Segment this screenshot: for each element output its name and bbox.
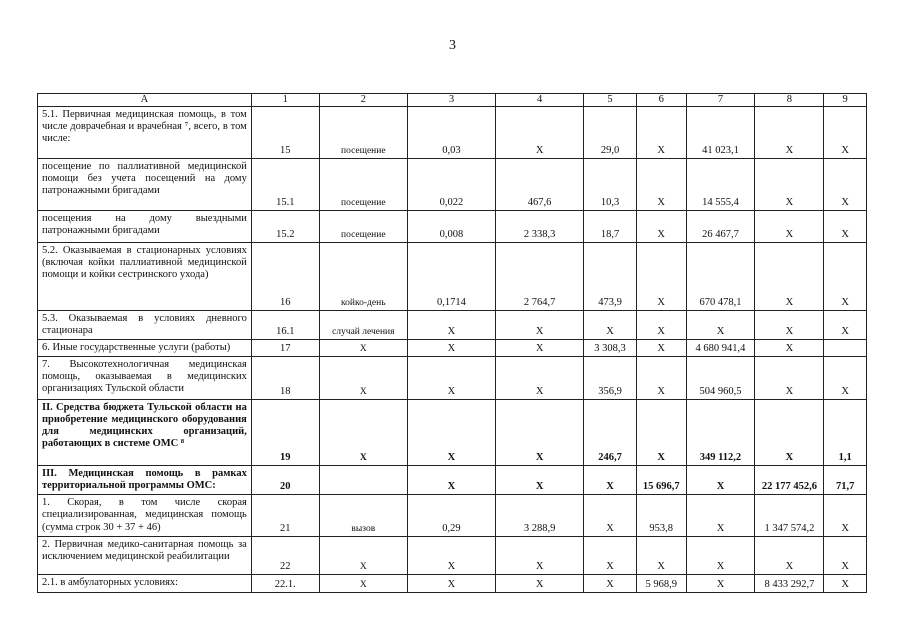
table-cell: Х xyxy=(824,357,867,400)
table-cell: 356,9 xyxy=(584,357,637,400)
table-cell: Х xyxy=(824,159,867,211)
table-row xyxy=(38,357,867,400)
row-description: 1. Скорая, в том числе скорая специализированная, медицинская помощь (сумма строк 30 + 37 + 46) xyxy=(38,495,252,536)
table-cell: Х xyxy=(496,466,584,495)
table-row xyxy=(38,495,867,536)
table-cell: Х xyxy=(686,574,755,592)
table-cell: Х xyxy=(755,243,824,311)
row-description: 7. Высокотехнологичная медицинская помощь, оказываемая в медицинских организациях Тульской области xyxy=(38,357,252,400)
row-description: 5.3. Оказываемая в условиях дневного стационара xyxy=(38,311,252,340)
table-cell: Х xyxy=(496,536,584,574)
table-cell: 19 xyxy=(251,400,319,466)
header-cell: 6 xyxy=(636,94,686,107)
row-description: 5.2. Оказываемая в стационарных условиях (включая койки паллиативной медицинской помощи и койки сестринского ухода) xyxy=(38,243,252,311)
table-cell: Х xyxy=(496,107,584,159)
table-cell: Х xyxy=(686,466,755,495)
table-cell: Х xyxy=(407,340,495,357)
table-cell: 0,1714 xyxy=(407,243,495,311)
table-cell: Х xyxy=(496,311,584,340)
table-cell: случай лечения xyxy=(319,311,407,340)
table-cell: 14 555,4 xyxy=(686,159,755,211)
table-cell: Х xyxy=(686,495,755,536)
table-cell: Х xyxy=(824,311,867,340)
table-cell: 4 680 941,4 xyxy=(686,340,755,357)
table-row xyxy=(38,466,867,495)
table-cell: 0,008 xyxy=(407,211,495,243)
table-cell: 16 xyxy=(251,243,319,311)
table-cell: Х xyxy=(824,536,867,574)
table-cell: Х xyxy=(584,495,637,536)
table-cell: Х xyxy=(496,574,584,592)
table-cell: посещение xyxy=(319,159,407,211)
table-cell: 3 308,3 xyxy=(584,340,637,357)
table-cell: Х xyxy=(755,107,824,159)
table-cell: 41 023,1 xyxy=(686,107,755,159)
table-cell: 16.1 xyxy=(251,311,319,340)
table-cell: Х xyxy=(824,243,867,311)
table-cell: Х xyxy=(636,357,686,400)
row-description: 2.1. в амбулаторных условиях: xyxy=(38,574,252,592)
table-cell: Х xyxy=(686,536,755,574)
table-row xyxy=(38,574,867,592)
header-cell: 7 xyxy=(686,94,755,107)
table-cell: 71,7 xyxy=(824,466,867,495)
header-cell: 1 xyxy=(251,94,319,107)
table-cell: 22.1. xyxy=(251,574,319,592)
header-cell: 9 xyxy=(824,94,867,107)
table-cell: 349 112,2 xyxy=(686,400,755,466)
table-cell: койко-день xyxy=(319,243,407,311)
row-description: 2. Первичная медико-санитарная помощь за исключением медицинской реабилитации xyxy=(38,536,252,574)
row-description: III. Медицинская помощь в рамках территориальной программы ОМС: xyxy=(38,466,252,495)
table-cell: 0,022 xyxy=(407,159,495,211)
table-cell: 22 xyxy=(251,536,319,574)
row-description: 6. Иные государственные услуги (работы) xyxy=(38,340,252,357)
table-cell xyxy=(319,466,407,495)
table-cell xyxy=(824,340,867,357)
table-cell: 0,29 xyxy=(407,495,495,536)
table-cell: Х xyxy=(755,340,824,357)
table-cell: Х xyxy=(686,311,755,340)
table-cell: Х xyxy=(407,574,495,592)
table-row xyxy=(38,159,867,211)
table-cell: Х xyxy=(755,159,824,211)
table-row xyxy=(38,211,867,243)
table-cell: Х xyxy=(755,211,824,243)
table-cell: Х xyxy=(824,574,867,592)
table-cell: Х xyxy=(407,536,495,574)
table-cell: Х xyxy=(319,574,407,592)
table-cell: посещение xyxy=(319,211,407,243)
table-cell: вызов xyxy=(319,495,407,536)
table-cell: Х xyxy=(319,536,407,574)
table-cell: Х xyxy=(407,311,495,340)
budget-table xyxy=(37,93,867,593)
table-cell: 246,7 xyxy=(584,400,637,466)
table-cell: Х xyxy=(824,211,867,243)
table-cell: посещение xyxy=(319,107,407,159)
table-cell: Х xyxy=(636,159,686,211)
table-cell: Х xyxy=(755,311,824,340)
header-cell: А xyxy=(38,94,252,107)
table-cell: 1 347 574,2 xyxy=(755,495,824,536)
table-cell: 17 xyxy=(251,340,319,357)
header-cell: 4 xyxy=(496,94,584,107)
row-description: посещения на дому выездными патронажными бригадами xyxy=(38,211,252,243)
table-cell: Х xyxy=(584,574,637,592)
table-cell: Х xyxy=(496,400,584,466)
page-number: 3 xyxy=(449,38,456,53)
table-cell: Х xyxy=(407,357,495,400)
table-cell: 953,8 xyxy=(636,495,686,536)
table-cell: Х xyxy=(584,311,637,340)
table-row xyxy=(38,311,867,340)
table-row xyxy=(38,536,867,574)
table-cell: 467,6 xyxy=(496,159,584,211)
table-cell: Х xyxy=(636,400,686,466)
table-cell: Х xyxy=(496,357,584,400)
table-cell: 504 960,5 xyxy=(686,357,755,400)
table-cell: Х xyxy=(824,107,867,159)
table-cell: Х xyxy=(636,211,686,243)
table-cell: Х xyxy=(407,466,495,495)
table-cell: 21 xyxy=(251,495,319,536)
table-cell: 20 xyxy=(251,466,319,495)
table-cell: Х xyxy=(824,495,867,536)
table-cell: Х xyxy=(584,466,637,495)
table-cell: Х xyxy=(636,243,686,311)
table-cell: Х xyxy=(755,357,824,400)
row-description: посещение по паллиативной медицинской помощи без учета посещений на дому патронажными бригадами xyxy=(38,159,252,211)
table-cell: Х xyxy=(755,536,824,574)
table-cell: 0,03 xyxy=(407,107,495,159)
table-cell: 22 177 452,6 xyxy=(755,466,824,495)
table-cell: 15.1 xyxy=(251,159,319,211)
table-cell: Х xyxy=(319,357,407,400)
header-cell: 5 xyxy=(584,94,637,107)
table-cell: 29,0 xyxy=(584,107,637,159)
table-cell: 15.2 xyxy=(251,211,319,243)
table-cell: 26 467,7 xyxy=(686,211,755,243)
table-header-row xyxy=(38,94,867,107)
row-description: 5.1. Первичная медицинская помощь, в том числе доврачебная и врачебная ⁷, всего, в том числе: xyxy=(38,107,252,159)
table-row xyxy=(38,400,867,466)
table-cell: 18,7 xyxy=(584,211,637,243)
table-cell: 670 478,1 xyxy=(686,243,755,311)
table-cell: Х xyxy=(584,536,637,574)
table-cell: Х xyxy=(319,340,407,357)
table-cell: 5 968,9 xyxy=(636,574,686,592)
table-cell: 2 338,3 xyxy=(496,211,584,243)
table-row xyxy=(38,107,867,159)
table-cell: 8 433 292,7 xyxy=(755,574,824,592)
table-cell: Х xyxy=(636,536,686,574)
table-cell: 1,1 xyxy=(824,400,867,466)
table-body xyxy=(38,94,867,593)
table-cell: Х xyxy=(636,340,686,357)
table-cell: Х xyxy=(407,400,495,466)
header-cell: 8 xyxy=(755,94,824,107)
table-row xyxy=(38,243,867,311)
table-cell: Х xyxy=(636,311,686,340)
table-cell: Х xyxy=(319,400,407,466)
table-cell: 18 xyxy=(251,357,319,400)
table-cell: 10,3 xyxy=(584,159,637,211)
table-cell: Х xyxy=(755,400,824,466)
header-cell: 3 xyxy=(407,94,495,107)
table-cell: 15 696,7 xyxy=(636,466,686,495)
table-cell: 2 764,7 xyxy=(496,243,584,311)
row-description: II. Средства бюджета Тульской области на приобретение медицинского оборудования для медицинских организаций, работающих в системе ОМС ⁸ xyxy=(38,400,252,466)
table-cell: 15 xyxy=(251,107,319,159)
table-cell: Х xyxy=(496,340,584,357)
table-cell: Х xyxy=(636,107,686,159)
table-cell: 3 288,9 xyxy=(496,495,584,536)
table-row xyxy=(38,340,867,357)
table-cell: 473,9 xyxy=(584,243,637,311)
header-cell: 2 xyxy=(319,94,407,107)
